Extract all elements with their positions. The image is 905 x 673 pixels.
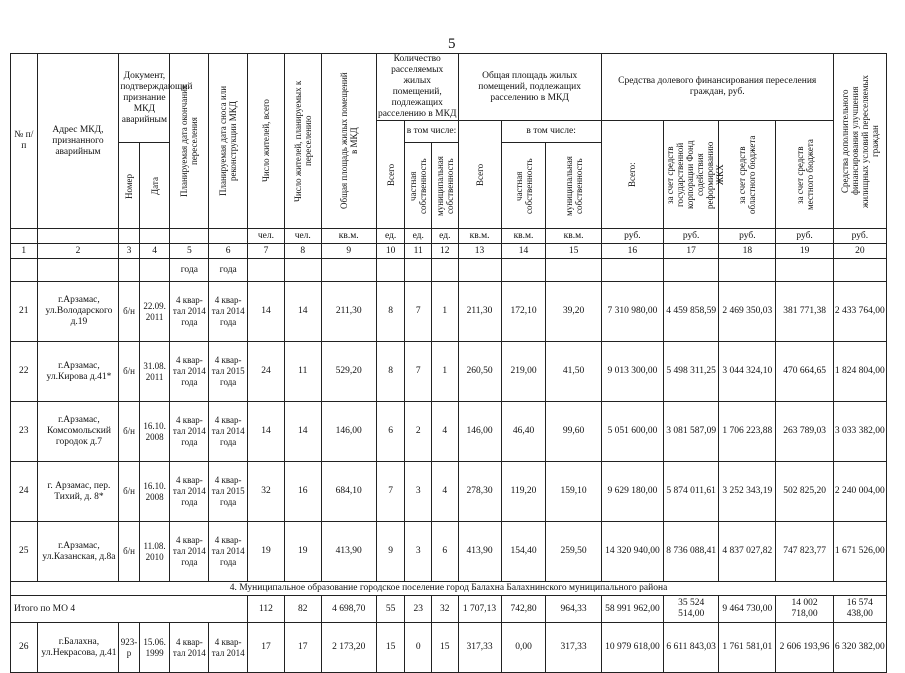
total-label: Итого по МО 4 bbox=[11, 596, 248, 623]
unit-cell: ед. bbox=[432, 229, 459, 244]
row-doc-date: 31.08. 2011 bbox=[139, 342, 170, 402]
table-row bbox=[11, 402, 887, 462]
row-address: г.Арзамас, ул.Кирова д.41* bbox=[37, 342, 119, 402]
row-area-private: 154,40 bbox=[501, 522, 546, 582]
row-area-municipal: 41,50 bbox=[546, 342, 601, 402]
header-planned-end: Планируемая дата окончания переселения bbox=[179, 84, 200, 198]
row-area-total: 278,30 bbox=[458, 462, 501, 522]
row-count-municipal: 1 bbox=[432, 282, 459, 342]
row-area-mkd: 413,90 bbox=[321, 522, 376, 582]
col-number: 13 bbox=[458, 244, 501, 259]
row-fin-total: 14 320 940,00 bbox=[601, 522, 663, 582]
header-count-group: Количество расселяемых жилых помещений, подлежащих расселению в МКД bbox=[377, 54, 457, 119]
header-area-private: частная собственность bbox=[513, 157, 534, 214]
header-area-municipal: муниципальная собственность bbox=[563, 155, 584, 216]
col-number: 10 bbox=[376, 244, 405, 259]
header-address: Адрес МКД, признанного аварийным bbox=[37, 54, 119, 229]
header-doc-number: Номер bbox=[124, 172, 135, 199]
row-fin-local: 381 771,38 bbox=[776, 282, 833, 342]
row-area-mkd: 2 173,20 bbox=[321, 623, 376, 673]
row-end-date: 4 квар-тал 2014 года bbox=[170, 402, 209, 462]
header-document: Документ, подтверждающий признание МКД аварийным bbox=[119, 54, 170, 143]
row-num: 23 bbox=[11, 402, 38, 462]
unit-cell: чел. bbox=[284, 229, 321, 244]
row-count-total: 7 bbox=[376, 462, 405, 522]
row-doc-number: б/н bbox=[119, 342, 139, 402]
unit-cell: ед. bbox=[376, 229, 405, 244]
row-fin-fund: 4 459 858,59 bbox=[664, 282, 719, 342]
row-doc-date: 11.08. 2010 bbox=[139, 522, 170, 582]
row-residents-planned: 19 bbox=[284, 522, 321, 582]
row-demolition-date: 4 квар-тал 2014 года bbox=[209, 402, 248, 462]
col-number: 18 bbox=[719, 244, 776, 259]
col-number: 3 bbox=[119, 244, 139, 259]
row-fin-total: 9 013 300,00 bbox=[601, 342, 663, 402]
header-area-incl: в том числе: bbox=[501, 121, 601, 143]
header-residents-planned: Число жителей, планируемых к переселению bbox=[292, 80, 313, 202]
row-demolition-date: 4 квар-тал 2015 года bbox=[209, 342, 248, 402]
row-fin-extra: 1 671 526,00 bbox=[833, 522, 886, 582]
header-area-total: Всего bbox=[474, 163, 485, 186]
row-demolition-date: 4 квар-тал 2014 bbox=[209, 623, 248, 673]
row-residents-total: 14 bbox=[248, 402, 285, 462]
row-address: г.Арзамас, ул.Володарского д.19 bbox=[37, 282, 119, 342]
row-count-total: 15 bbox=[376, 623, 405, 673]
col-number: 16 bbox=[601, 244, 663, 259]
row-area-private: 46,40 bbox=[501, 402, 546, 462]
row-area-municipal: 259,50 bbox=[546, 522, 601, 582]
col-number: 19 bbox=[776, 244, 833, 259]
row-count-total: 9 bbox=[376, 522, 405, 582]
row-fin-fund: 5 874 011,61 bbox=[664, 462, 719, 522]
row-fin-local: 502 825,20 bbox=[776, 462, 833, 522]
row-fin-fund: 5 498 311,25 bbox=[664, 342, 719, 402]
col-number: 9 bbox=[321, 244, 376, 259]
resettlement-table bbox=[10, 53, 887, 673]
header-fin-group: Средства долевого финансирования переселения граждан, руб. bbox=[601, 54, 833, 121]
row-residents-total: 24 bbox=[248, 342, 285, 402]
total-fin-extra: 16 574 438,00 bbox=[833, 596, 886, 623]
col-number: 7 bbox=[248, 244, 285, 259]
row-count-municipal: 6 bbox=[432, 522, 459, 582]
col-number: 11 bbox=[405, 244, 432, 259]
row-doc-date: 22.09. 2011 bbox=[139, 282, 170, 342]
table-row bbox=[11, 522, 887, 582]
row-fin-region: 2 469 350,03 bbox=[719, 282, 776, 342]
row-area-municipal: 99,60 bbox=[546, 402, 601, 462]
row-area-total: 413,90 bbox=[458, 522, 501, 582]
row-residents-planned: 14 bbox=[284, 402, 321, 462]
unit-cell: руб. bbox=[664, 229, 719, 244]
row-fin-extra: 2 433 764,00 bbox=[833, 282, 886, 342]
unit-cell: руб. bbox=[776, 229, 833, 244]
row-residents-planned: 16 bbox=[284, 462, 321, 522]
row-end-date: 4 квар-тал 2014 bbox=[170, 623, 209, 673]
unit-cell: руб. bbox=[601, 229, 663, 244]
units-row bbox=[11, 229, 887, 244]
row-end-date: 4 квар-тал 2014 года bbox=[170, 342, 209, 402]
row-num: 25 bbox=[11, 522, 38, 582]
column-numbers-row bbox=[11, 244, 887, 259]
carry-end: года bbox=[170, 259, 209, 282]
row-num: 22 bbox=[11, 342, 38, 402]
row-fin-local: 747 823,77 bbox=[776, 522, 833, 582]
col-number: 15 bbox=[546, 244, 601, 259]
total-area-mkd: 4 698,70 bbox=[321, 596, 376, 623]
row-demolition-date: 4 квар-тал 2014 года bbox=[209, 522, 248, 582]
row-count-private: 0 bbox=[405, 623, 432, 673]
row-doc-number: б/н bbox=[119, 462, 139, 522]
row-end-date: 4 квар-тал 2014 года bbox=[170, 522, 209, 582]
row-area-municipal: 317,33 bbox=[546, 623, 601, 673]
row-num: 21 bbox=[11, 282, 38, 342]
total-fin-region: 9 464 730,00 bbox=[719, 596, 776, 623]
row-count-municipal: 4 bbox=[432, 402, 459, 462]
col-number: 20 bbox=[833, 244, 886, 259]
header-total-area: Общая площадь жилых помещений в МКД bbox=[338, 72, 359, 210]
row-area-total: 146,00 bbox=[458, 402, 501, 462]
row-count-private: 7 bbox=[405, 342, 432, 402]
header-fin-total: Всего: bbox=[627, 162, 638, 187]
row-count-private: 2 bbox=[405, 402, 432, 462]
row-area-private: 219,00 bbox=[501, 342, 546, 402]
row-demolition-date: 4 квар-тал 2015 года bbox=[209, 462, 248, 522]
total-residents-total: 112 bbox=[248, 596, 285, 623]
row-residents-planned: 11 bbox=[284, 342, 321, 402]
header-doc-date: Дата bbox=[149, 176, 160, 195]
row-residents-planned: 17 bbox=[284, 623, 321, 673]
unit-cell: руб. bbox=[833, 229, 886, 244]
row-doc-number: 923-р bbox=[119, 623, 139, 673]
row-address: г.Арзамас, Комсомольский городок д.7 bbox=[37, 402, 119, 462]
row-fin-extra: 6 320 382,00 bbox=[833, 623, 886, 673]
row-fin-total: 7 310 980,00 bbox=[601, 282, 663, 342]
row-demolition-date: 4 квар-тал 2014 года bbox=[209, 282, 248, 342]
row-fin-region: 1 761 581,01 bbox=[719, 623, 776, 673]
row-num: 26 bbox=[11, 623, 38, 673]
row-count-municipal: 1 bbox=[432, 342, 459, 402]
row-area-private: 0,00 bbox=[501, 623, 546, 673]
header-count-private: частная собственность bbox=[408, 157, 429, 214]
total-fin-fund: 35 524 514,00 bbox=[664, 596, 719, 623]
total-fin-total: 58 991 962,00 bbox=[601, 596, 663, 623]
row-area-total: 317,33 bbox=[458, 623, 501, 673]
row-fin-local: 470 664,65 bbox=[776, 342, 833, 402]
row-doc-number: б/н bbox=[119, 402, 139, 462]
header-count-total: Всего bbox=[385, 163, 396, 186]
table-row bbox=[11, 623, 887, 673]
unit-cell: чел. bbox=[248, 229, 285, 244]
unit-cell: кв.м. bbox=[546, 229, 601, 244]
row-fin-region: 1 706 223,88 bbox=[719, 402, 776, 462]
row-residents-total: 17 bbox=[248, 623, 285, 673]
row-area-municipal: 159,10 bbox=[546, 462, 601, 522]
total-area-private: 742,80 bbox=[501, 596, 546, 623]
row-area-mkd: 529,20 bbox=[321, 342, 376, 402]
row-residents-planned: 14 bbox=[284, 282, 321, 342]
table-row bbox=[11, 462, 887, 522]
row-doc-date: 16.10. 2008 bbox=[139, 402, 170, 462]
row-end-date: 4 квар-тал 2014 года bbox=[170, 462, 209, 522]
row-fin-fund: 8 736 088,41 bbox=[664, 522, 719, 582]
row-count-municipal: 4 bbox=[432, 462, 459, 522]
row-fin-local: 2 606 193,96 bbox=[776, 623, 833, 673]
row-num: 24 bbox=[11, 462, 38, 522]
section-row bbox=[11, 582, 887, 596]
row-area-private: 119,20 bbox=[501, 462, 546, 522]
row-fin-fund: 3 081 587,09 bbox=[664, 402, 719, 462]
total-count-total: 55 bbox=[376, 596, 405, 623]
row-address: г.Арзамас, ул.Казанская, д.8а bbox=[37, 522, 119, 582]
col-number: 8 bbox=[284, 244, 321, 259]
row-area-total: 211,30 bbox=[458, 282, 501, 342]
row-fin-local: 263 789,03 bbox=[776, 402, 833, 462]
header-count-municipal: муниципальная собственность bbox=[434, 155, 455, 216]
page-number: 5 bbox=[448, 36, 456, 52]
row-end-date: 4 квар-тал 2014 года bbox=[170, 282, 209, 342]
col-number: 14 bbox=[501, 244, 546, 259]
col-number: 5 bbox=[170, 244, 209, 259]
header-fin-local: за счет средств местного бюджета bbox=[794, 139, 815, 210]
row-address: г. Арзамас, пер. Тихий, д. 8* bbox=[37, 462, 119, 522]
row-fin-total: 5 051 600,00 bbox=[601, 402, 663, 462]
header-fin-fund: за счет средств государственной корпорации Фонд содействия реформированию ЖКХ bbox=[665, 140, 726, 209]
row-address: г.Балахна, ул.Некрасова, д.41 bbox=[37, 623, 119, 673]
col-number: 12 bbox=[432, 244, 459, 259]
col-number: 6 bbox=[209, 244, 248, 259]
row-fin-total: 10 979 618,00 bbox=[601, 623, 663, 673]
row-residents-total: 32 bbox=[248, 462, 285, 522]
row-fin-extra: 1 824 804,00 bbox=[833, 342, 886, 402]
row-count-total: 6 bbox=[376, 402, 405, 462]
carry-over-row bbox=[11, 259, 887, 282]
table-row bbox=[11, 282, 887, 342]
total-count-private: 23 bbox=[405, 596, 432, 623]
row-area-total: 260,50 bbox=[458, 342, 501, 402]
table-row bbox=[11, 342, 887, 402]
row-area-mkd: 146,00 bbox=[321, 402, 376, 462]
row-fin-region: 3 044 324,10 bbox=[719, 342, 776, 402]
row-residents-total: 19 bbox=[248, 522, 285, 582]
header-num: № п/п bbox=[11, 54, 38, 229]
total-residents-planned: 82 bbox=[284, 596, 321, 623]
row-fin-fund: 6 611 843,03 bbox=[664, 623, 719, 673]
row-area-private: 172,10 bbox=[501, 282, 546, 342]
row-fin-total: 9 629 180,00 bbox=[601, 462, 663, 522]
total-area-municipal: 964,33 bbox=[546, 596, 601, 623]
header-planned-demolition: Планируемая дата сноса или реконструкции МКД bbox=[218, 85, 239, 197]
header-area-group: Общая площадь жилых помещений, подлежащих расселению в МКД bbox=[458, 54, 601, 121]
col-number: 4 bbox=[139, 244, 170, 259]
header-residents-total: Число жителей, всего bbox=[260, 99, 271, 183]
section-title: 4. Муниципальное образование городское поселение город Балахна Балахнинского муниципального района bbox=[11, 582, 887, 596]
carry-demolition: года bbox=[209, 259, 248, 282]
row-doc-date: 16.10. 2008 bbox=[139, 462, 170, 522]
total-row bbox=[11, 596, 887, 623]
row-fin-region: 4 837 027,82 bbox=[719, 522, 776, 582]
header-count-incl: в том числе: bbox=[405, 121, 458, 143]
unit-cell: кв.м. bbox=[458, 229, 501, 244]
row-count-total: 8 bbox=[376, 282, 405, 342]
col-number: 1 bbox=[11, 244, 38, 259]
row-count-private: 3 bbox=[405, 522, 432, 582]
row-area-mkd: 684,10 bbox=[321, 462, 376, 522]
row-count-private: 3 bbox=[405, 462, 432, 522]
unit-cell: кв.м. bbox=[321, 229, 376, 244]
row-doc-number: б/н bbox=[119, 282, 139, 342]
row-fin-extra: 2 240 004,00 bbox=[833, 462, 886, 522]
total-area-total: 1 707,13 bbox=[458, 596, 501, 623]
unit-cell: руб. bbox=[719, 229, 776, 244]
total-count-municipal: 32 bbox=[432, 596, 459, 623]
row-fin-extra: 3 033 382,00 bbox=[833, 402, 886, 462]
unit-cell: кв.м. bbox=[501, 229, 546, 244]
row-area-municipal: 39,20 bbox=[546, 282, 601, 342]
col-number: 2 bbox=[37, 244, 119, 259]
row-doc-number: б/н bbox=[119, 522, 139, 582]
row-residents-total: 14 bbox=[248, 282, 285, 342]
row-count-municipal: 15 bbox=[432, 623, 459, 673]
row-count-total: 8 bbox=[376, 342, 405, 402]
header-fin-region: за счет средств областного бюджета bbox=[737, 135, 758, 214]
unit-cell: ед. bbox=[405, 229, 432, 244]
total-fin-local: 14 002 718,00 bbox=[776, 596, 833, 623]
row-count-private: 7 bbox=[405, 282, 432, 342]
header-fin-extra: Средства дополнительного финансирования улучшения жилищных условий переселяемых граждан bbox=[839, 74, 880, 208]
row-doc-date: 15.06. 1999 bbox=[139, 623, 170, 673]
row-area-mkd: 211,30 bbox=[321, 282, 376, 342]
col-number: 17 bbox=[664, 244, 719, 259]
row-fin-region: 3 252 343,19 bbox=[719, 462, 776, 522]
